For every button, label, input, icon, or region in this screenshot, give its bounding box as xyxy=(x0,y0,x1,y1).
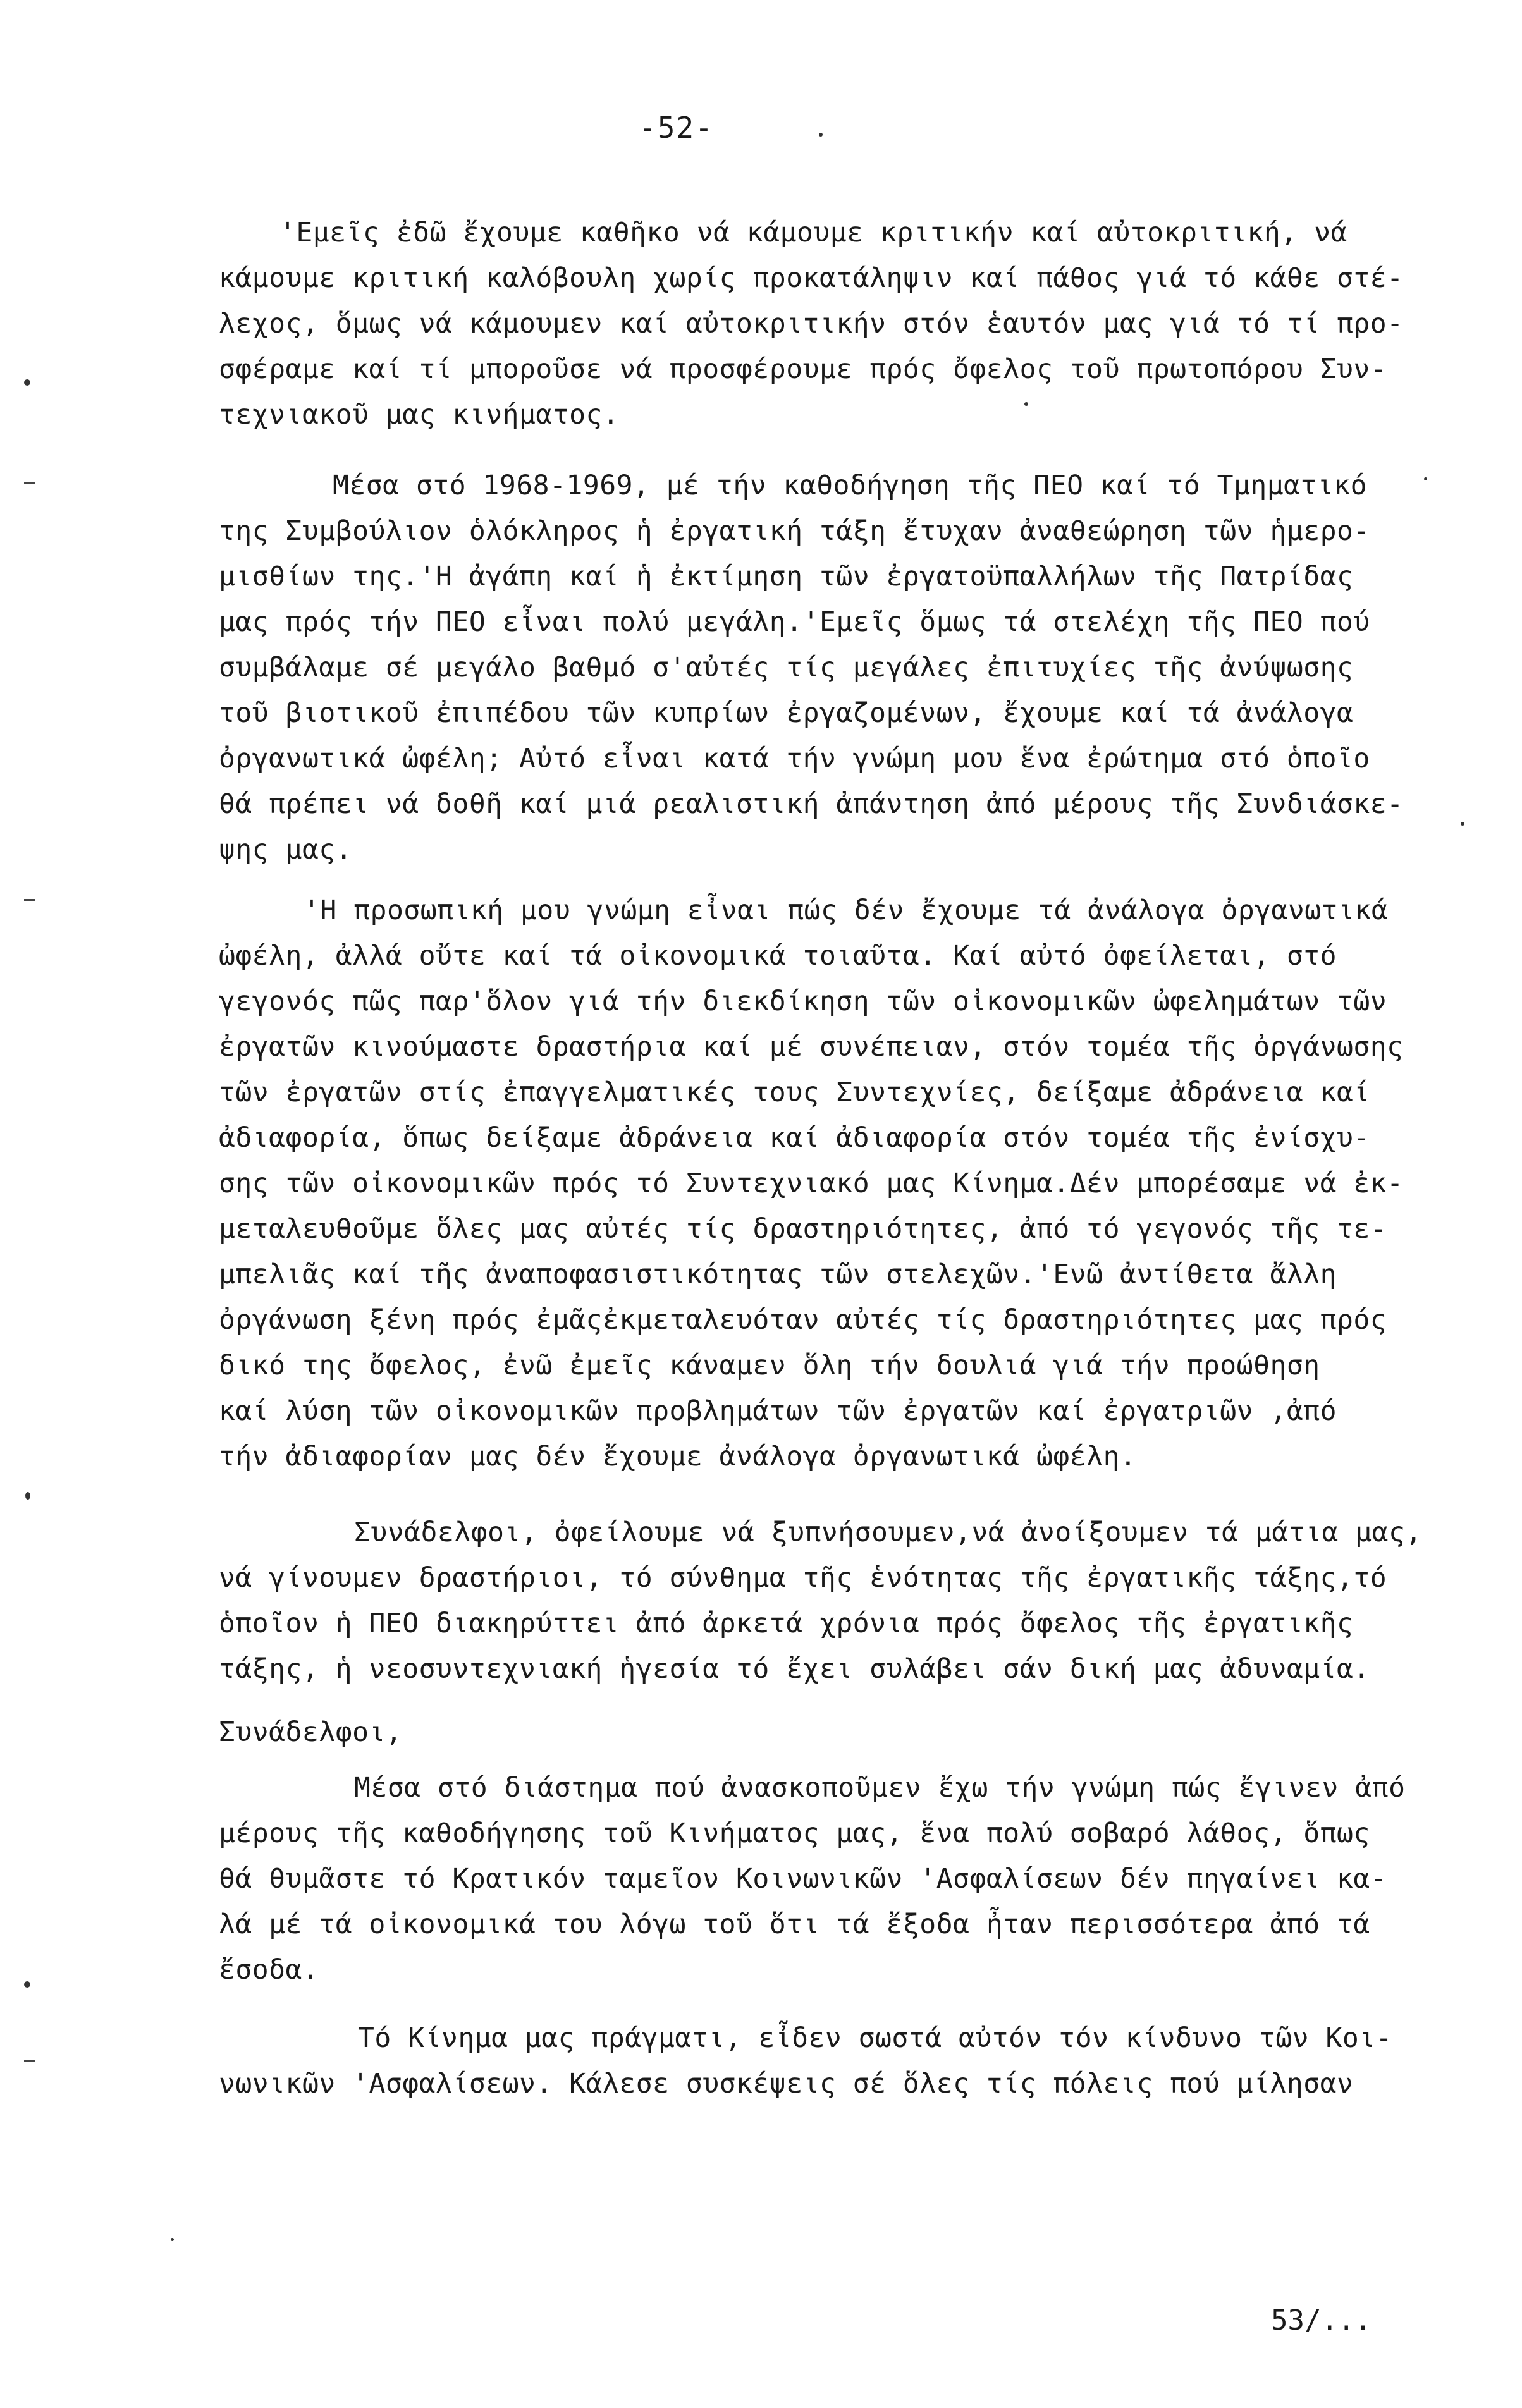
text-line: δικό της ὄφελος, ἐνῶ ἐμεῖς κάναμεν ὅλη τήν δουλιά γιά τήν προώθηση xyxy=(219,1350,1320,1381)
page-continuation: 53/... xyxy=(1271,2304,1372,2337)
text-line: σης τῶν οἰκονομικῶν πρός τό Συντεχνιακό μας Κίνημα.Δέν μπορέσαμε νά ἐκ- xyxy=(219,1168,1404,1199)
text-line: 'Εμεῖς ἐδῶ ἔχουμε καθῆκο νά κάμουμε κριτικήν καί αὐτοκριτική, νά xyxy=(279,217,1347,248)
text-line: Συνάδελφοι, ὀφείλουμε νά ξυπνήσουμεν,νά ἀνοίξουμεν τά μάτια μας, xyxy=(354,1517,1422,1548)
text-line: νά γίνουμεν δραστήριοι, τό σύνθημα τῆς ἑνότητας τῆς ἐργατικῆς τάξης,τό xyxy=(219,1562,1387,1594)
text-line: σφέραμε καί τί μποροῦσε νά προσφέρουμε πρός ὄφελος τοῦ πρωτοπόρου Συν- xyxy=(219,353,1387,385)
text-line: κάμουμε κριτική καλόβουλη χωρίς προκατάληψιν καί πάθος γιά τό κάθε στέ- xyxy=(219,262,1404,294)
text-line: ὀργανωτικά ὠφέλη; Αὐτό εἶναι κατά τήν γνώμη μου ἕνα ἐρώτημα στό ὁποῖο xyxy=(219,743,1370,774)
text-line: μας πρός τήν ΠΕΟ εἶναι πολύ μεγάλη.'Εμεῖς ὅμως τά στελέχη τῆς ΠΕΟ πού xyxy=(219,606,1370,638)
scan-speck xyxy=(171,2238,174,2241)
scan-speck xyxy=(1024,402,1028,406)
margin-dash xyxy=(24,2060,35,2062)
text-line: τεχνιακοῦ μας κινήματος. xyxy=(219,399,620,431)
scan-speck xyxy=(24,379,30,386)
text-line: τῶν ἐργατῶν στίς ἐπαγγελματικές τους Συντεχνίες, δείξαμε ἀδράνεια καί xyxy=(219,1077,1370,1108)
scan-speck xyxy=(1424,477,1427,480)
text-line: συμβάλαμε σέ μεγάλο βαθμό σ'αὐτές τίς μεγάλες ἐπιτυχίες τῆς ἀνύψωσης xyxy=(219,652,1354,683)
text-line: ψης μας. xyxy=(219,834,353,865)
text-line: μέρους τῆς καθοδήγησης τοῦ Κινήματος μας, ἕνα πολύ σοβαρό λάθος, ὅπως xyxy=(219,1818,1370,1849)
text-line: ὁποῖον ἡ ΠΕΟ διακηρύττει ἀπό ἀρκετά χρόνια πρός ὄφελος τῆς ἐργατικῆς xyxy=(219,1608,1354,1639)
text-line: μεταλευθοῦμε ὅλες μας αὐτές τίς δραστηριότητες, ἀπό τό γεγονός τῆς τε- xyxy=(219,1213,1387,1245)
margin-dash xyxy=(24,899,35,901)
margin-dash xyxy=(24,482,35,484)
text-line: ὀργάνωση ξένη πρός ἐμᾶςἐκμεταλευόταν αὐτές τίς δραστηριότητες μας πρός xyxy=(219,1304,1387,1336)
text-line: λά μέ τά οἰκονομικά του λόγω τοῦ ὅτι τά ἔξοδα ἦταν περισσότερα ἀπό τά xyxy=(219,1909,1370,1940)
text-line: 'Η προσωπική μου γνώμη εἶναι πώς δέν ἔχουμε τά ἀνάλογα ὀργανωτικά xyxy=(304,895,1389,926)
scan-speck xyxy=(819,133,823,137)
text-line: ἔσοδα. xyxy=(219,1954,319,1986)
text-line: λεχος, ὅμως νά κάμουμεν καί αὐτοκριτικήν στόν ἑαυτόν μας γιά τό τί προ- xyxy=(219,308,1404,339)
text-line: Μέσα στό διάστημα πού ἀνασκοποῦμεν ἔχω τήν γνώμη πώς ἔγινεν ἀπό xyxy=(354,1772,1406,1804)
text-line: Μέσα στό 1968-1969, μέ τήν καθοδήγηση τῆς ΠΕΟ καί τό Τμηματικό xyxy=(333,470,1368,501)
text-line: νωνικῶν 'Ασφαλίσεων. Κάλεσε συσκέψεις σέ ὅλες τίς πόλεις πού μίλησαν xyxy=(219,2068,1354,2099)
text-line: μπελιᾶς καί τῆς ἀναποφασιστικότητας τῶν στελεχῶν.'Ενῶ ἀντίθετα ἄλλη xyxy=(219,1259,1337,1290)
salutation: Συνάδελφοι, xyxy=(219,1716,403,1748)
text-line: καί λύση τῶν οἰκονομικῶν προβλημάτων τῶν ἐργατῶν καί ἐργατριῶν ,ἀπό xyxy=(219,1395,1337,1427)
text-line: τήν ἀδιαφορίαν μας δέν ἔχουμε ἀνάλογα ὀργανωτικά ὠφέλη. xyxy=(219,1441,1137,1472)
text-line: γεγονός πῶς παρ'ὅλον γιά τήν διεκδίκηση τῶν οἰκονομικῶν ὠφελημάτων τῶν xyxy=(219,986,1387,1017)
text-line: ἀδιαφορία, ὅπως δείξαμε ἀδράνεια καί ἀδιαφορία στόν τομέα τῆς ἐνίσχυ- xyxy=(219,1122,1370,1154)
text-line: τάξης, ἡ νεοσυντεχνιακή ἡγεσία τό ἔχει συλάβει σάν δική μας ἀδυναμία. xyxy=(219,1653,1370,1685)
scan-speck xyxy=(1461,822,1464,826)
text-line: θά πρέπει νά δοθῆ καί μιά ρεαλιστική ἀπάντηση ἀπό μέρους τῆς Συνδιάσκε- xyxy=(219,788,1404,820)
text-line: μισθίων της.'Η ἀγάπη καί ἡ ἐκτίμηση τῶν ἐργατοϋπαλλήλων τῆς Πατρίδας xyxy=(219,561,1354,592)
text-line: της Συμβούλιον ὁλόκληρος ἡ ἐργατική τάξη ἔτυχαν ἀναθεώρηση τῶν ἡμερο- xyxy=(219,515,1370,547)
page-number: -52- xyxy=(639,111,714,145)
text-line: ἐργατῶν κινούμαστε δραστήρια καί μέ συνέπειαν, στόν τομέα τῆς ὀργάνωσης xyxy=(219,1031,1404,1063)
text-line: Τό Κίνημα μας πράγματι, εἶδεν σωστά αὐτόν τόν κίνδυνο τῶν Κοι- xyxy=(358,2022,1393,2054)
scan-speck xyxy=(25,1492,30,1500)
scan-speck xyxy=(24,1981,30,1988)
text-line: τοῦ βιοτικοῦ ἐπιπέδου τῶν κυπρίων ἐργαζομένων, ἔχουμε καί τά ἀνάλογα xyxy=(219,697,1354,729)
text-line: ὠφέλη, ἀλλά οὔτε καί τά οἰκονομικά τοιαῦτα. Καί αὐτό ὀφείλεται, στό xyxy=(219,940,1337,972)
text-line: θά θυμᾶστε τό Κρατικόν ταμεῖον Κοινωνικῶν 'Ασφαλίσεων δέν πηγαίνει κα- xyxy=(219,1863,1387,1895)
